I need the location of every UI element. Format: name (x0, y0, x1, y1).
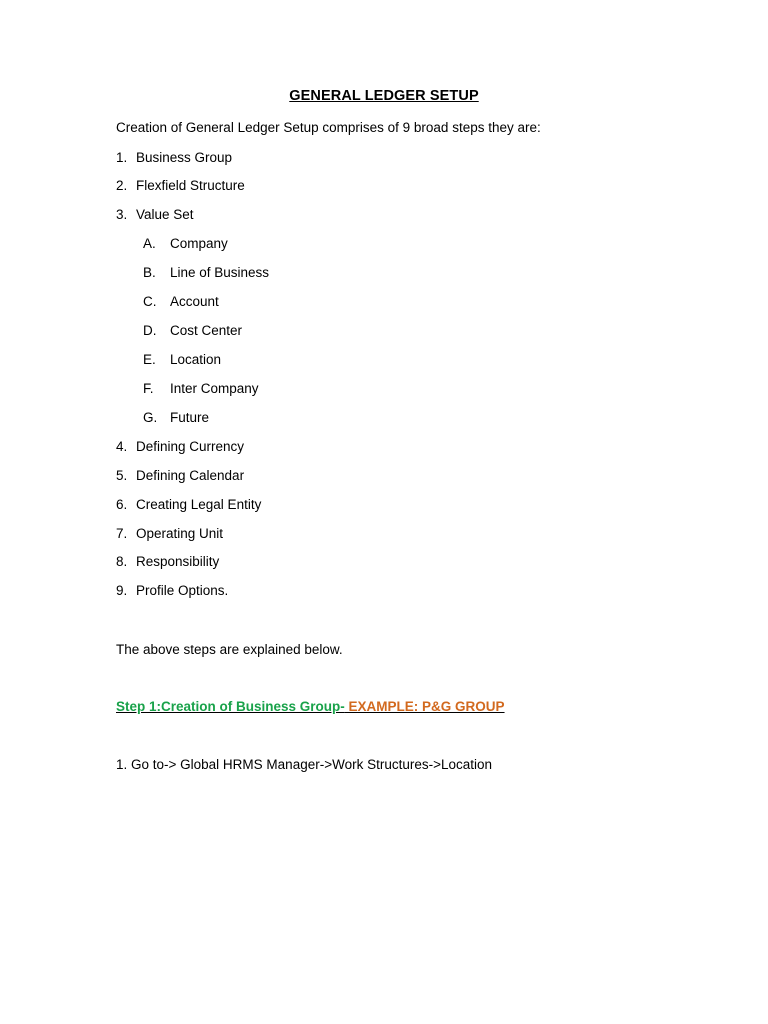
list-item (116, 467, 244, 485)
list-label: Defining Currency (136, 439, 245, 454)
list-item (116, 438, 244, 456)
sub-list-letter: E. (143, 352, 156, 367)
sub-list-letter: D. (143, 323, 157, 338)
step1-instruction: 1. Go to-> Global HRMS Manager->Work Structures->Location (116, 757, 493, 772)
list-number: 4. (116, 439, 128, 454)
page-title: GENERAL LEDGER SETUP (289, 88, 479, 104)
list-item (116, 496, 261, 514)
list-number: 6. (116, 497, 128, 512)
sub-list-label: Cost Center (170, 323, 243, 338)
list-item (116, 525, 223, 543)
list-label: Operating Unit (136, 526, 224, 541)
sub-list-item (143, 235, 228, 253)
step1-title: Step 1:Creation of Business Group- (116, 699, 345, 714)
list-label: Value Set (136, 207, 194, 222)
sub-list-letter: G. (143, 410, 158, 425)
sub-list-label: Inter Company (170, 381, 259, 396)
sub-list-letter: B. (143, 265, 156, 280)
list-item (116, 553, 219, 571)
list-number: 8. (116, 554, 128, 569)
list-number: 5. (116, 468, 128, 483)
sub-list-letter: F. (143, 381, 154, 396)
list-number: 2. (116, 178, 128, 193)
list-label: Profile Options. (136, 583, 229, 598)
sub-list-item (143, 322, 242, 340)
list-number: 1. (116, 150, 128, 165)
list-item (116, 206, 194, 224)
sub-list-item (143, 351, 221, 369)
sub-list-label: Account (170, 294, 219, 309)
sub-list-item (143, 264, 269, 282)
list-number: 7. (116, 526, 128, 541)
list-label: Flexfield Structure (136, 178, 245, 193)
sub-list-item (143, 409, 209, 427)
list-label: Creating Legal Entity (136, 497, 262, 512)
list-number: 9. (116, 583, 128, 598)
sub-list-label: Line of Business (170, 265, 270, 280)
sub-list-item (143, 293, 219, 311)
list-item (116, 177, 245, 195)
sub-list-letter: C. (143, 294, 157, 309)
list-label: Defining Calendar (136, 468, 245, 483)
list-label: Business Group (136, 150, 233, 165)
list-label: Responsibility (136, 554, 220, 569)
sub-list-label: Future (170, 410, 210, 425)
list-number: 3. (116, 207, 128, 222)
step1-heading (116, 698, 505, 716)
sub-list-item (143, 380, 259, 398)
intro-text: Creation of General Ledger Setup comprises of 9 broad steps they are: (116, 120, 541, 135)
step1-example: EXAMPLE: P&G GROUP (344, 699, 505, 714)
sub-list-label: Company (170, 236, 228, 251)
list-item (116, 582, 228, 600)
sub-list-letter: A. (143, 236, 156, 251)
explanation-text: The above steps are explained below. (116, 642, 343, 657)
sub-list-label: Location (170, 352, 222, 367)
list-item (116, 149, 232, 167)
